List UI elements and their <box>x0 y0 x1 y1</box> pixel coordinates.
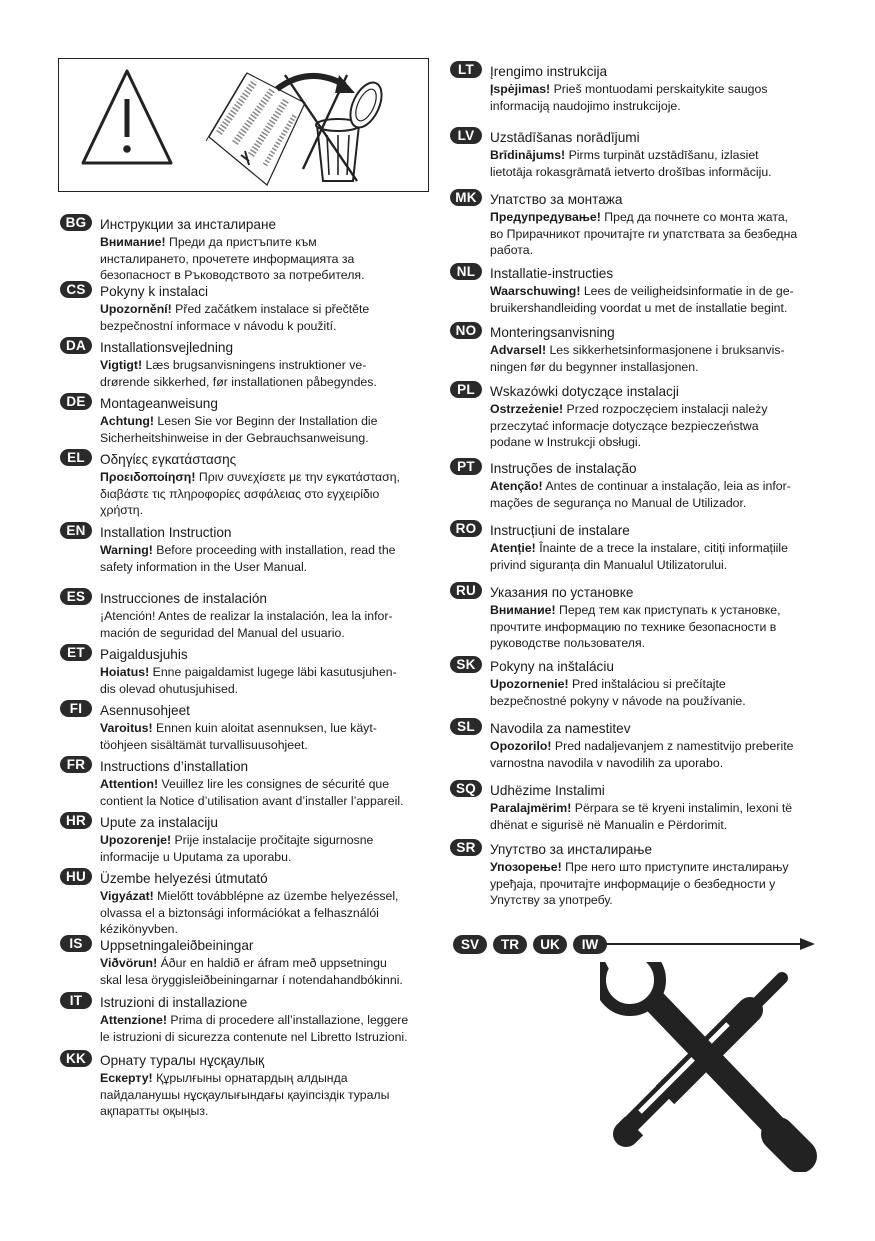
warning-text-line <box>100 921 430 938</box>
warning-text-line <box>490 817 820 834</box>
warning-text-line <box>100 301 430 318</box>
warning-sentence: безопасност в Ръководството за потребителя. <box>100 268 365 282</box>
warning-text-line <box>490 676 820 693</box>
warning-text <box>490 540 820 573</box>
warning-text-line <box>100 542 430 559</box>
warning-sentence: руководстве пользователя. <box>490 636 646 650</box>
warning-text-line <box>100 502 430 519</box>
instruction-title: Instruções de instalação <box>490 461 637 476</box>
warning-text <box>490 147 820 180</box>
language-code-badge: FI <box>60 700 92 717</box>
warning-sentence: privind siguranța din Manualul Utilizatorului. <box>490 557 728 572</box>
warning-sentence: работа. <box>490 243 534 257</box>
language-badge-tr: TR <box>493 935 527 954</box>
warning-label: Atenție! <box>490 541 536 555</box>
language-code-badge: SL <box>450 718 482 735</box>
warning-sentence: Перед тем как приступать к установке, <box>555 603 781 617</box>
warning-text-line <box>490 800 820 817</box>
warning-text <box>100 234 430 284</box>
warning-text-line <box>100 720 430 737</box>
warning-text-line <box>100 318 430 335</box>
warning-sentence: Пред да почнете со монта жата, <box>600 210 789 224</box>
language-code-badge: HR <box>60 812 92 829</box>
warning-sentence: διαβάστε τις πληροφορίες ασφάλειας στο εγχειρίδιο <box>100 486 380 501</box>
language-code-badge: SR <box>450 839 482 856</box>
instruction-title: Орнату туралы нұсқаулық <box>100 1053 265 1068</box>
warning-text-line <box>100 1012 430 1029</box>
language-code-badge: ET <box>60 644 92 661</box>
warning-sentence: Pirms turpināt uzstādīšanu, izlasiet <box>565 148 759 162</box>
language-code-badge: IT <box>60 992 92 1009</box>
warning-text-line <box>490 226 820 243</box>
warning-sentence: dhënat e sigurisë në Manualin e Përdorimit. <box>490 817 728 832</box>
warning-text-line <box>100 905 430 922</box>
warning-label: Įspėjimas! <box>490 82 551 96</box>
instruction-title: Montageanweisung <box>100 396 218 411</box>
language-code-badge: CS <box>60 281 92 298</box>
warning-text-line <box>100 374 430 391</box>
warning-sentence: Înainte de a trece la instalare, citiți informațiile <box>535 541 788 555</box>
warning-sentence: bezpečnostné pokyny v návode na používanie. <box>490 693 746 708</box>
language-code-badge: LT <box>450 61 482 78</box>
warning-text-line <box>490 859 820 876</box>
warning-sentence: mación de seguridad del Manual del usuario. <box>100 625 345 640</box>
warning-text-line <box>100 737 430 754</box>
instruction-title: Instrucțiuni de instalare <box>490 523 630 538</box>
warning-sentence: Antes de continuar a instalação, leia as infor- <box>542 479 791 493</box>
warning-text <box>100 301 430 334</box>
warning-text <box>100 1070 430 1120</box>
warning-sentence: le istruzioni di sicurezza contenute nel Libretto Istruzioni. <box>100 1029 408 1044</box>
warning-label: Упозорење! <box>490 860 562 874</box>
warning-sentence: olvassa el a biztonsági információkat a felhasználói <box>100 905 379 920</box>
language-code-badge: ES <box>60 588 92 605</box>
warning-text-line <box>100 469 430 486</box>
warning-label: Внимание! <box>100 235 166 249</box>
warning-sentence: χρήστη. <box>100 503 143 517</box>
warning-text <box>100 469 430 519</box>
warning-sentence: bezpečnostní informace v návodu k použití. <box>100 318 337 333</box>
warning-text-line <box>490 81 820 98</box>
language-badge-sv: SV <box>453 935 487 954</box>
warning-sentence: Przed rozpoczęciem instalacji należy <box>563 402 768 416</box>
warning-text-line <box>100 559 430 576</box>
illustration-svg <box>59 59 430 193</box>
warning-text-line <box>490 635 820 652</box>
warning-text-line <box>490 401 820 418</box>
warning-text <box>100 955 430 988</box>
warning-text-line <box>490 495 820 512</box>
arrow-right-icon <box>606 943 810 945</box>
warning-text-line <box>490 540 820 557</box>
warning-text-line <box>100 608 430 625</box>
warning-sentence: Құрылғыны орнатардың алдында <box>152 1071 348 1085</box>
warning-sentence: podane w Instrukcji obsługi. <box>490 435 642 449</box>
warning-text-line <box>490 892 820 909</box>
warning-sentence: Përpara se të kryeni instalimin, lexoni të <box>571 801 793 815</box>
warning-sentence: Les sikkerhetsinformasjonene i bruksanvis- <box>546 343 785 357</box>
warning-text-line <box>490 359 820 376</box>
warning-text-line <box>100 413 430 430</box>
warning-text <box>100 832 430 865</box>
warning-text <box>100 413 430 446</box>
warning-text <box>100 542 430 575</box>
warning-text <box>490 478 820 511</box>
warning-text <box>490 283 820 316</box>
warning-label: Opozorilo! <box>490 739 552 753</box>
language-code-badge: MK <box>450 189 482 206</box>
warning-label: Warning! <box>100 543 153 557</box>
warning-text-line <box>100 251 430 268</box>
warning-sentence: przeczytać informacje dotyczące bezpieczeństwa <box>490 418 759 433</box>
warning-text-line <box>100 486 430 503</box>
warning-label: Upozornění! <box>100 302 172 316</box>
warning-text <box>490 81 820 114</box>
warning-text-line <box>490 619 820 636</box>
instruction-title: Installatie-instructies <box>490 266 614 281</box>
warning-label: Внимание! <box>490 603 556 617</box>
warning-sentence: во Прирачникот прочитајте ги упатствата за безбедна <box>490 226 798 241</box>
warning-text <box>490 209 820 259</box>
warning-text <box>100 664 430 697</box>
warning-label: Varoitus! <box>100 721 153 735</box>
instruction-title: Įrengimo instrukcija <box>490 64 608 79</box>
instruction-title: Üzembe helyezési útmutató <box>100 871 268 886</box>
language-code-badge: PL <box>450 381 482 398</box>
language-code-badge: SQ <box>450 780 482 797</box>
warning-text <box>100 776 430 809</box>
instruction-title: Uppsetningaleiðbeiningar <box>100 938 254 953</box>
instruction-title: Monteringsanvisning <box>490 325 615 340</box>
warning-sentence: ningen før du begynner installasjonen. <box>490 359 699 374</box>
language-code-badge: PT <box>450 458 482 475</box>
warning-text-line <box>490 98 820 115</box>
warning-text-line <box>100 776 430 793</box>
warning-label: Ескерту! <box>100 1071 153 1085</box>
warning-sentence: Veuillez lire les consignes de sécurité que <box>158 777 390 791</box>
warning-text-line <box>100 625 430 642</box>
warning-text-line <box>100 681 430 698</box>
warning-text-line <box>100 267 430 284</box>
warning-label: Προειδοποίηση! <box>100 470 196 484</box>
warning-sentence: mações de segurança no Manual de Utilizador. <box>490 495 747 510</box>
warning-text-line <box>490 434 820 451</box>
warning-text-line <box>100 832 430 849</box>
warning-sentence: varnostna navodila v navodilih za uporabo. <box>490 755 724 770</box>
warning-label: Attenzione! <box>100 1013 167 1027</box>
warning-text <box>490 342 820 375</box>
warning-label: Viðvörun! <box>100 956 158 970</box>
warning-text-line <box>100 234 430 251</box>
warning-sentence: Læs brugsanvisningens instruktioner ve- <box>142 358 367 372</box>
warning-sentence: dis olevad ohutusjuhised. <box>100 681 239 696</box>
warning-label: Paralajmërim! <box>490 801 572 815</box>
instruction-title: Installationsvejledning <box>100 340 234 355</box>
warning-text-line <box>100 1087 430 1104</box>
warning-text <box>100 608 430 641</box>
language-code-badge: NL <box>450 263 482 280</box>
language-code-badge: RU <box>450 582 482 599</box>
wrench-screwdriver-icon <box>600 962 825 1177</box>
warning-sentence: Pred nadaljevanjem z namestitvijo preberite <box>551 739 794 753</box>
warning-sentence: töohjeen sisältämät turvallisuusohjeet. <box>100 737 308 752</box>
warning-sentence: Пре него што приступите инсталирању <box>561 860 789 874</box>
warning-sentence: ¡Atención! Antes de realizar la instalación, lea la infor- <box>100 609 393 623</box>
warning-text-line <box>100 955 430 972</box>
warning-sentence: bruikershandleiding voordat u met de installatie begint. <box>490 300 788 315</box>
warning-sentence: informaciją naudojimo instrukcijoje. <box>490 98 681 113</box>
instruction-title: Wskazówki dotyczące instalacji <box>490 384 679 399</box>
warning-label: Attention! <box>100 777 159 791</box>
warning-text <box>490 401 820 451</box>
warning-text-line <box>490 478 820 495</box>
instruction-title: Istruzioni di installazione <box>100 995 248 1010</box>
instruction-title: Указания по установке <box>490 585 634 600</box>
instruction-title: Udhëzime Instalimi <box>490 783 605 798</box>
warning-text-line <box>490 693 820 710</box>
warning-text <box>490 859 820 909</box>
warning-text-line <box>100 1070 430 1087</box>
warning-sentence: Prieš montuodami perskaitykite saugos <box>550 82 768 96</box>
instruction-title: Instructions d’installation <box>100 759 249 774</box>
warning-sentence: пайдаланушы нұсқаулығындағы қауіпсіздік туралы <box>100 1087 390 1102</box>
warning-text <box>100 357 430 390</box>
instruction-title: Pokyny na inštaláciu <box>490 659 614 674</box>
warning-sentence: Ennen kuin aloitat asennuksen, lue käyt- <box>152 721 377 735</box>
warning-text <box>490 676 820 709</box>
warning-sentence: уређаја, прочитајте информације о безбедности у <box>490 876 776 891</box>
warning-label: Ostrzeżenie! <box>490 402 564 416</box>
warning-sentence: Упутству за употребу. <box>490 893 613 907</box>
warning-text-line <box>490 342 820 359</box>
manual-discard-icon <box>206 73 388 185</box>
warning-text <box>100 888 430 938</box>
instruction-title: Navodila za namestitev <box>490 721 631 736</box>
instruction-title: Asennusohjeet <box>100 703 190 718</box>
language-badge-uk: UK <box>533 935 567 954</box>
language-code-badge: HU <box>60 868 92 885</box>
warning-sentence: Mielőtt továbblépne az üzembe helyezéssel, <box>153 889 399 903</box>
language-code-badge: FR <box>60 756 92 773</box>
warning-text-line <box>490 602 820 619</box>
warning-sentence: прочтите информацию по технике безопасности в <box>490 619 777 634</box>
warning-text-line <box>490 876 820 893</box>
warning-text-line <box>490 283 820 300</box>
language-badge-iw: IW <box>573 935 607 954</box>
warning-label: Achtung! <box>100 414 154 428</box>
warning-sentence: Sicherheitshinweise in der Gebrauchsanweisung. <box>100 430 369 445</box>
warning-text-line <box>490 418 820 435</box>
warning-sentence: Prima di procedere all’installazione, leggere <box>166 1013 409 1027</box>
warning-sentence: Prije instalacije pročitajte sigurnosne <box>171 833 374 847</box>
instruction-title: Οδηγίες εγκατάστασης <box>100 452 237 467</box>
warning-text-line <box>490 557 820 574</box>
warning-sentence: kézikönyvben. <box>100 922 178 936</box>
arrow-right-icon-head <box>800 938 815 950</box>
warning-label: Vigyázat! <box>100 889 154 903</box>
language-code-badge: KK <box>60 1050 92 1067</box>
language-code-badge: DE <box>60 393 92 410</box>
warning-label: Hoiatus! <box>100 665 150 679</box>
warning-text <box>490 602 820 652</box>
safety-illustration-box <box>58 58 429 192</box>
warning-sentence: drørende sikkerhed, før installationen påbegyndes. <box>100 374 377 389</box>
warning-label: Brīdinājums! <box>490 148 566 162</box>
warning-sentence: Lesen Sie vor Beginn der Installation die <box>153 414 378 428</box>
warning-text <box>100 1012 430 1045</box>
language-code-badge: BG <box>60 214 92 231</box>
warning-sentence: инсталирането, прочетете информацията за <box>100 251 355 266</box>
warning-label: Предупредување! <box>490 210 601 224</box>
warning-text-line <box>100 357 430 374</box>
instruction-title: Pokyny k instalaci <box>100 284 209 299</box>
warning-sentence: informacije u Uputama za uporabu. <box>100 849 292 864</box>
warning-sentence: ақпаратты оқыңыз. <box>100 1104 209 1118</box>
warning-text-line <box>490 209 820 226</box>
language-code-badge: RO <box>450 520 482 537</box>
warning-sentence: Áður en haldið er áfram með uppsetningu <box>157 956 387 970</box>
warning-sentence: Преди да пристъпите към <box>165 235 317 249</box>
warning-text-line <box>490 147 820 164</box>
language-code-badge: IS <box>60 935 92 952</box>
warning-sentence: safety information in the User Manual. <box>100 559 308 574</box>
warning-sentence: Πριν συνεχίσετε με την εγκατάσταση, <box>195 470 400 484</box>
instruction-title: Installation Instruction <box>100 525 232 540</box>
warning-sentence: Before proceeding with installation, read the <box>152 543 396 557</box>
warning-label: Upozorenje! <box>100 833 172 847</box>
warning-text-line <box>100 1103 430 1120</box>
warning-label: Atenção! <box>490 479 543 493</box>
warning-triangle-icon <box>83 71 171 163</box>
warning-sentence: Před začátkem instalace si přečtěte <box>171 302 370 316</box>
warning-sentence: lietotāja rokasgrāmatā ietverto drošības informāciju. <box>490 164 772 179</box>
warning-label: Waarschuwing! <box>490 284 581 298</box>
warning-text-line <box>490 164 820 181</box>
warning-text-line <box>100 849 430 866</box>
warning-sentence: Pred inštaláciou si prečítajte <box>568 677 726 691</box>
warning-text-line <box>490 300 820 317</box>
language-code-badge: EL <box>60 449 92 466</box>
warning-sentence: skal lesa öryggisleiðbeiningarnar í notendahandbókinni. <box>100 972 403 987</box>
warning-text-line <box>490 242 820 259</box>
warning-text <box>100 720 430 753</box>
instruction-title: Инструкции за инсталиране <box>100 217 277 232</box>
language-code-badge: LV <box>450 127 482 144</box>
instruction-title: Upute za instalaciju <box>100 815 218 830</box>
warning-text-line <box>100 972 430 989</box>
language-code-badge: EN <box>60 522 92 539</box>
warning-text-line <box>100 793 430 810</box>
warning-text-line <box>100 430 430 447</box>
warning-text <box>490 738 820 771</box>
warning-label: Upozornenie! <box>490 677 569 691</box>
warning-text-line <box>490 755 820 772</box>
warning-text-line <box>100 1029 430 1046</box>
warning-label: Advarsel! <box>490 343 547 357</box>
instruction-title: Paigaldusjuhis <box>100 647 188 662</box>
warning-text-line <box>100 888 430 905</box>
warning-sentence: Enne paigaldamist lugege läbi kasutusjuhen- <box>149 665 397 679</box>
warning-text-line <box>490 738 820 755</box>
warning-sentence: Lees de veiligheidsinformatie in de ge- <box>580 284 794 298</box>
warning-sentence: contient la Notice d’utilisation avant d’installer l’appareil. <box>100 793 404 808</box>
language-code-badge: DA <box>60 337 92 354</box>
instruction-title: Uzstādīšanas norādījumi <box>490 130 640 145</box>
warning-text <box>490 800 820 833</box>
instruction-title: Упутство за инсталирање <box>490 842 653 857</box>
warning-label: Vigtigt! <box>100 358 143 372</box>
instruction-title: Упатство за монтажа <box>490 192 623 207</box>
language-code-badge: SK <box>450 656 482 673</box>
instruction-title: Instrucciones de instalación <box>100 591 267 606</box>
language-code-badge: NO <box>450 322 482 339</box>
warning-text-line <box>100 664 430 681</box>
